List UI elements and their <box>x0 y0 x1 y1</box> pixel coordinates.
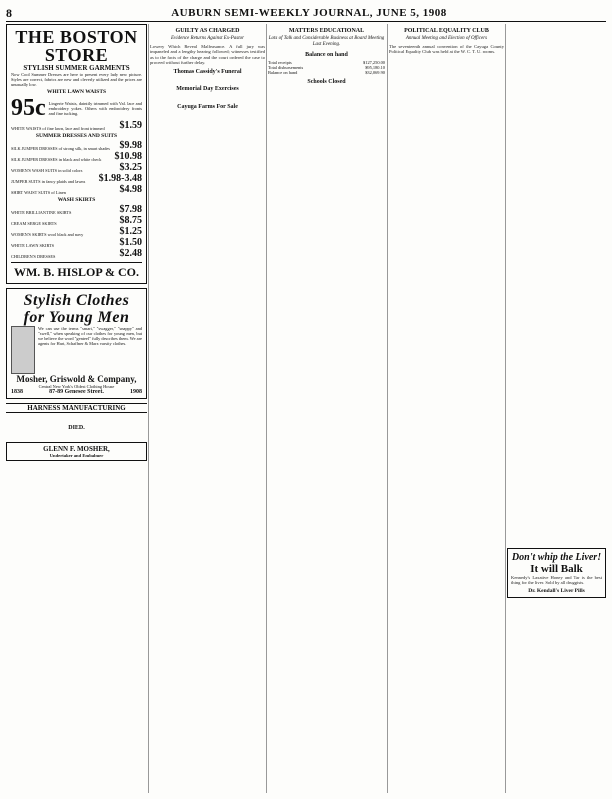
article-headline: GUILTY AS CHARGED <box>175 28 240 34</box>
price-box <box>11 96 142 120</box>
article-body <box>150 94 265 99</box>
liver-ad-headline: Don't whip the Liver! <box>511 552 602 563</box>
body-text <box>6 433 147 438</box>
waist-desc: Lingerie Waists, daintily trimmed with Val. lace and embroidery yokes. Others with embroidery fronts and fine tucking. <box>48 100 142 116</box>
column-rule <box>266 24 267 793</box>
table-row: Total receipts $127,250.00 <box>268 60 385 65</box>
waist-price: 95c <box>11 95 46 121</box>
table-title: Balance on hand <box>305 52 348 58</box>
article-body: Lowery Which Reveal Malfeasance. A full jury was impaneled and a lengthy hearing followed; witnesses testified as to the facts of the charge and the court ordered the case to proceed without further delay. <box>150 44 265 65</box>
table-row: Total disbursements $95,180.10 <box>268 65 385 70</box>
ad-section: WHITE LAWN WAISTS <box>46 89 107 95</box>
liver-ad-body: Kennedy's Laxative Honey and Tar is the best thing for the liver. Sold by all druggists. <box>511 575 602 586</box>
year-current: 1908 <box>129 389 142 395</box>
column-rule <box>387 24 388 793</box>
boston-store-ad <box>6 24 147 284</box>
text-region <box>507 24 606 544</box>
store-street: 87-89 Genesee Street. <box>49 389 104 395</box>
ad-section: SUMMER DRESSES AND SUITS <box>35 133 118 139</box>
ad-item: CHILDREN'S DRESSES $2.48 <box>11 248 142 259</box>
stylish-clothes-ad <box>6 288 147 399</box>
store-name: Mosher, Griswold & Company, <box>16 374 137 384</box>
column-rule <box>148 24 149 793</box>
ad-item: WOMEN'S WASH SUITS in solid colors $3.25 <box>11 162 142 173</box>
store-address-row <box>11 389 142 395</box>
column-1 <box>6 24 147 795</box>
section-heading: HARNESS MANUFACTURING <box>6 403 147 413</box>
page-number: 8 <box>6 5 12 20</box>
liver-ad-signature: Dr. Kendall's Liver Pills <box>528 587 585 594</box>
undertaker-name: GLENN F. MOSHER, <box>43 444 110 453</box>
article-headline: POLITICAL EQUALITY CLUB <box>404 28 489 34</box>
article-headline: Cayuga Farms For Sale <box>177 103 238 110</box>
article-headline: MATTERS EDUCATIONAL <box>288 28 365 34</box>
ad-footer: WM. B. HISLOP & CO. <box>11 262 142 280</box>
ad-item: SILK JUMPER DRESSES of strong silk, in smart shades $9.98 <box>11 140 142 151</box>
liver-ad-subheadline: It will Balk <box>530 563 583 575</box>
ad-item: WHITE LAWN SKIRTS $1.50 <box>11 237 142 248</box>
ad-item: CREAM SERGE SKIRTS $8.75 <box>11 215 142 226</box>
stylish-desc: We can use the terms "smart," "swagger," "snappy" and "swell," when speaking of our clothes for young men, but we believe the word "genteel" fully describes them. We are agents for Hart, Schaffner & Marx varsity clothes. <box>38 326 142 346</box>
article-subhead: Lots of Talk and Considerable Business at Board Meeting Last Evening. <box>268 36 385 47</box>
article-headline: Thomas Cassidy's Funeral <box>173 69 242 76</box>
ad-item: WHITE BRILLIANTINE SKIRTS $7.98 <box>11 204 142 215</box>
column-4 <box>389 24 504 795</box>
undertaker-sub: Undertaker and Embalmer <box>49 452 104 458</box>
ad-item: SILK JUMPER DRESSES in black and white check $10.98 <box>11 151 142 162</box>
ad-item: JUMPER SUITS in fancy plaids and lawns $1.98-3.48 <box>11 173 142 184</box>
ad-section: WASH SKIRTS <box>57 197 96 203</box>
article-body: The seventeenth annual convention of the Cayuga County Political Equality Club was held at the W. C. T. U. rooms. <box>389 44 504 55</box>
ad-subtitle: STYLISH SUMMER GARMENTS <box>23 64 130 72</box>
undertaker-ad <box>6 442 147 461</box>
stylish-title: Stylish Clothes for Young Men <box>23 292 130 326</box>
ad-item: SHIRT WAIST SUITS of Linen $4.98 <box>11 184 142 195</box>
ad-title: THE BOSTON STORE <box>15 27 138 65</box>
ad-item: WOMEN'S SKIRTS wool black and navy $1.25 <box>11 226 142 237</box>
article-subhead: Annual Meeting and Election of Officers <box>405 36 488 41</box>
article-subhead: Evidence Returns Against Ex-Pastor <box>170 36 245 41</box>
column-5 <box>507 24 606 795</box>
ad-intro: Now Cool Summer Dresses are here to present every lady new picture. Styles are correct, fabrics are new and cleverly utilized and the prices are unusually low. <box>11 72 142 87</box>
ad-item: WHITE WAISTS of fine lawn, lace and front trimmed $1.59 <box>11 120 142 131</box>
table-row: Balance on hand $32,069.90 <box>268 70 385 75</box>
column-2 <box>150 24 265 795</box>
stylish-body <box>11 326 142 374</box>
column-rule <box>505 24 506 793</box>
article-headline: Schools Closed <box>307 79 346 85</box>
finance-table <box>268 60 385 75</box>
section-heading: DIED. <box>68 425 85 432</box>
article-body <box>150 77 265 82</box>
liver-pills-ad <box>507 548 606 598</box>
masthead-title: AUBURN SEMI-WEEKLY JOURNAL, JUNE 5, 1908 <box>171 7 447 19</box>
body-text <box>6 416 147 421</box>
masthead <box>6 5 606 22</box>
store-tagline: Central New York's Oldest Clothing House <box>38 384 115 389</box>
article-headline: Memorial Day Exercises <box>176 86 239 93</box>
man-figure-illustration <box>11 326 35 374</box>
year-founded: 1838 <box>11 389 23 395</box>
column-3 <box>268 24 385 795</box>
